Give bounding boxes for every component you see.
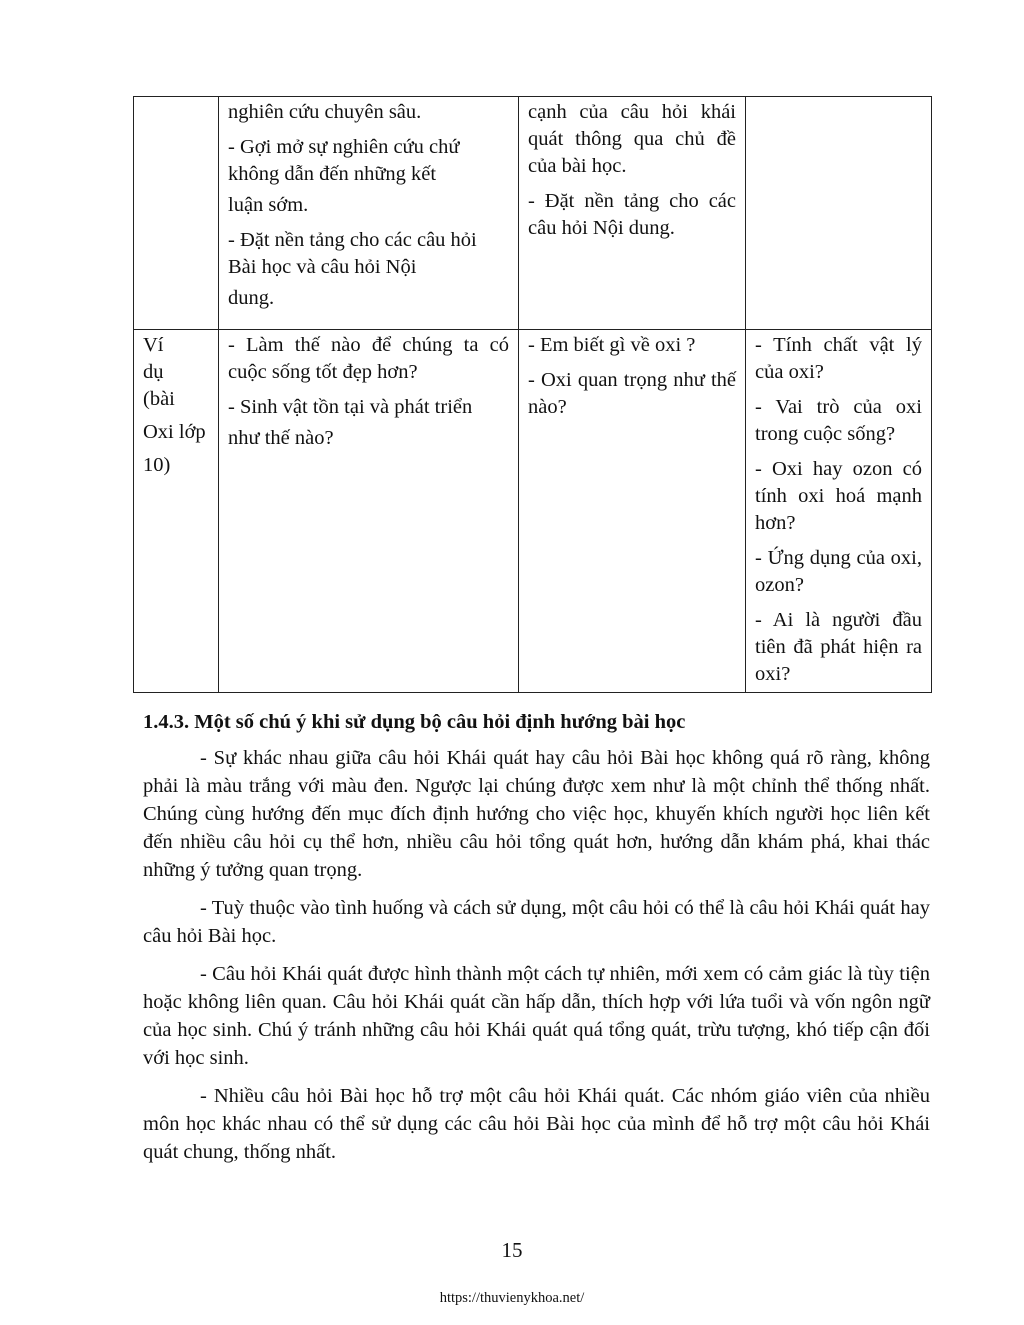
cell-text: (bài — [143, 388, 175, 410]
paragraph: - Nhiều câu hỏi Bài học hỗ trợ một câu hỏi Khái quát. Các nhóm giáo viên của nhiều môn học khác nhau có thể sử dụng các câu hỏi Bài học của mình để hỗ trợ một câu hỏi Khái quát chung, thống nhất. — [143, 1085, 930, 1163]
table-row — [134, 330, 932, 693]
cell-text: dung. — [228, 287, 275, 309]
cell-text: - Oxi quan trọng như thế nào? — [528, 369, 736, 418]
cell-text: - Đặt nền tảng cho các câu hỏi Nội dung. — [528, 190, 736, 239]
cell-text: - Tính chất vật lý của oxi? — [755, 334, 922, 383]
cell-text: như thế nào? — [228, 427, 334, 449]
table-cell-essential-questions — [219, 330, 519, 693]
table-cell-unit-questions — [519, 330, 746, 693]
table-cell-content-questions — [746, 97, 932, 330]
table-cell-content-questions — [746, 330, 932, 693]
cell-text: - Ai là người đầu tiên đã phát hiện ra oxi? — [755, 609, 922, 685]
cell-text: - Ứng dụng của oxi, ozon? — [755, 547, 922, 596]
table-cell-label — [134, 330, 219, 693]
section-heading: 1.4.3. Một số chú ý khi sử dụng bộ câu hỏi định hướng bài học — [143, 711, 686, 733]
table-cell-essential-questions — [219, 97, 519, 330]
table-cell-unit-questions — [519, 97, 746, 330]
body-text — [143, 744, 930, 1176]
cell-text: - Làm thế nào để chúng ta có cuộc sống tốt đẹp hơn? — [228, 334, 509, 383]
paragraph: - Sự khác nhau giữa câu hỏi Khái quát hay câu hỏi Bài học không quá rõ ràng, không phải là màu trắng với màu đen. Ngược lại chúng được xem như là một chỉnh thể thống nhất. Chúng cùng hướng đến mục đích định hướng cho việc học, khuyến khích người học liên kết đến nhiều câu hỏi cụ thể hơn, nhiều câu hỏi tổng quát hơn, hướng dẫn khám phá, khai thác những ý tưởng quan trọng. — [143, 747, 930, 881]
cell-text: - Sinh vật tồn tại và phát triển — [228, 396, 473, 418]
cell-text: - Vai trò của oxi trong cuộc sống? — [755, 396, 922, 445]
question-table — [133, 96, 932, 693]
table-cell-label — [134, 97, 219, 330]
paragraph: - Tuỳ thuộc vào tình huống và cách sử dụng, một câu hỏi có thể là câu hỏi Khái quát hay câu hỏi Bài học. — [143, 897, 930, 947]
paragraph: - Câu hỏi Khái quát được hình thành một cách tự nhiên, mới xem có cảm giác là tùy tiện hoặc không liên quan. Câu hỏi Khái quát cần hấp dẫn, thích hợp với lứa tuổi và vốn ngôn ngữ của học sinh. Chú ý tránh những câu hỏi Khái quát quá tổng quát, trừu tượng, khó tiếp cận đối với học sinh. — [143, 963, 930, 1069]
page-number: 15 — [501, 1238, 523, 1262]
cell-text: Ví dụ — [143, 334, 164, 383]
cell-text: luận sớm. — [228, 194, 309, 216]
cell-text: - Em biết gì về oxi ? — [528, 334, 696, 356]
cell-text: nghiên cứu chuyên sâu. — [228, 101, 422, 123]
cell-text: Oxi lớp — [143, 421, 206, 443]
cell-text: - Đặt nền tảng cho các câu hỏi Bài học và câu hỏi Nội — [228, 229, 477, 278]
footer-url: https://thuvienykhoa.net/ — [439, 1290, 585, 1306]
table-row — [134, 97, 932, 330]
cell-text: cạnh của câu hỏi khái quát thông qua chủ đề của bài học. — [528, 101, 736, 177]
cell-text: - Gợi mở sự nghiên cứu chứ không dẫn đến những kết — [228, 136, 460, 185]
cell-text: 10) — [143, 454, 171, 476]
cell-text: - Oxi hay ozon có tính oxi hoá mạnh hơn? — [755, 458, 922, 534]
